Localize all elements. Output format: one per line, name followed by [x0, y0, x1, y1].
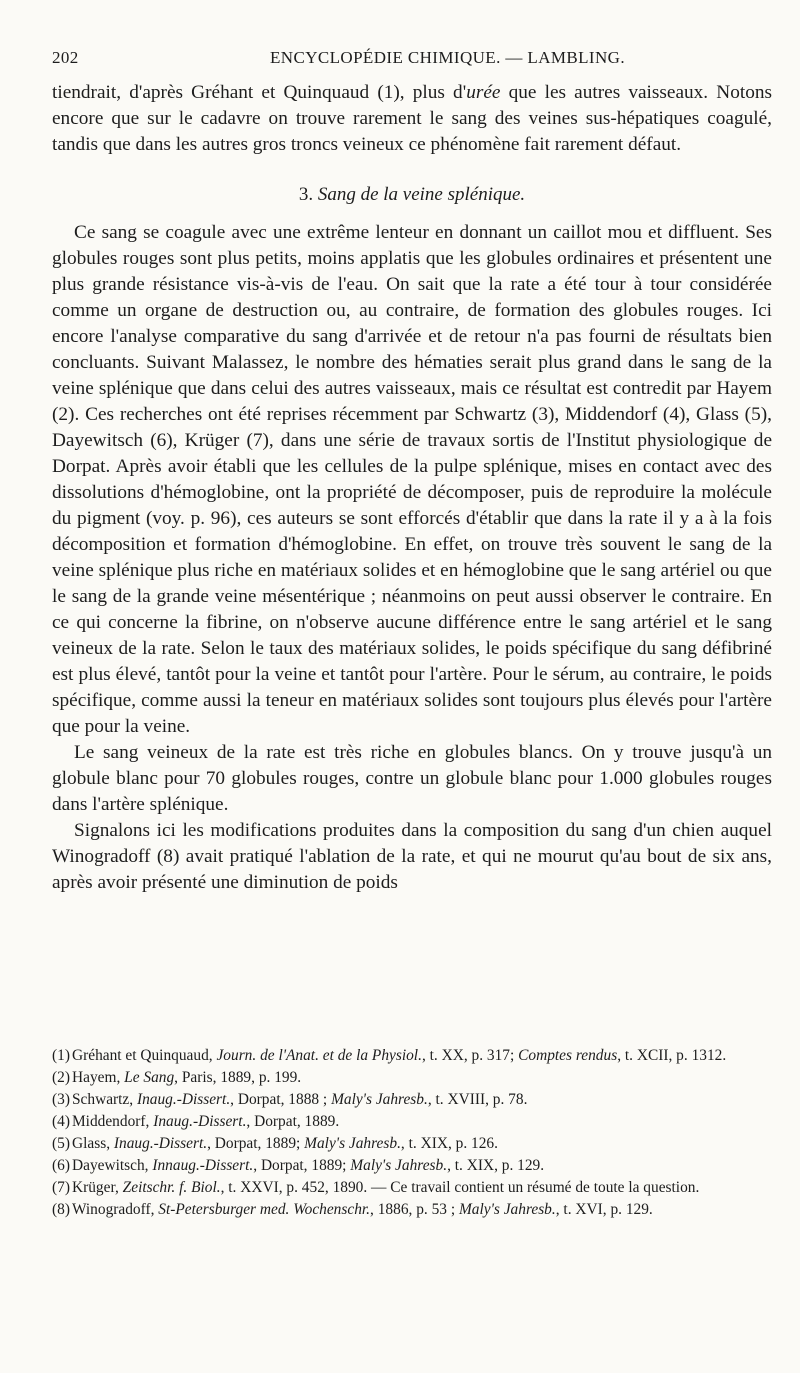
footnote-source-2: Maly's Jahresb. — [331, 1091, 428, 1108]
paragraph-3: Le sang veineux de la rate est très riche en globules blancs. On y trouve jusqu'à un globule blanc pour 70 globules rouges, contre un globule blanc pour 1.000 globules rouges dans l'artère splénique. — [52, 742, 772, 815]
footnote-author: Middendorf, — [72, 1113, 154, 1130]
footnote-author: Dayewitsch, — [72, 1157, 153, 1174]
footnote-source: Zeitschr. f. Biol. — [122, 1179, 221, 1196]
footnote-source: St-Petersburger med. Wochenschr. — [158, 1201, 371, 1218]
paragraph-1 — [52, 80, 772, 158]
paragraph-1-italic: urée — [466, 82, 501, 103]
running-title: ENCYCLOPÉDIE CHIMIQUE. — LAMBLING. — [270, 48, 625, 67]
main-text — [52, 80, 772, 896]
footnote-details-2: , t. XCII, p. 1312. — [617, 1047, 727, 1064]
footnote-source: Innaug.-Dissert. — [152, 1157, 254, 1174]
footnote-author: Hayem, — [72, 1069, 125, 1086]
footnote-author: Gréhant et Quinquaud, — [72, 1047, 217, 1064]
footnote-details: , Dorpat, 1889; — [207, 1135, 305, 1152]
footnote-source-2: Maly's Jahresb. — [304, 1135, 401, 1152]
footnote-number: (4) — [52, 1113, 70, 1130]
footnote-details: , Dorpat, 1889; — [253, 1157, 351, 1174]
footnote-details-2: , t. XIX, p. 129. — [447, 1157, 545, 1174]
footnote-number: (7) — [52, 1179, 70, 1196]
footnote-details-2: , t. XIX, p. 126. — [400, 1135, 498, 1152]
section-number: 3. — [298, 184, 314, 205]
footnote-author: Schwartz, — [72, 1091, 137, 1108]
footnote-number: (5) — [52, 1135, 70, 1152]
footnote-number: (2) — [52, 1069, 70, 1086]
section-title: Sang de la veine splénique. — [317, 184, 526, 205]
section-heading — [52, 182, 772, 208]
footnote-source: Le Sang — [124, 1069, 175, 1086]
footnote — [52, 1046, 772, 1067]
footnote-details: , Dorpat, 1888 ; — [230, 1091, 332, 1108]
paragraph-1-text-b: que les autres vaisseaux. Notons encore que sur le cadavre on trouve rarement le sang des veines sus-hépatiques coagulé, tandis que dans les autres gros troncs veineux ce phénomène fait rarement défaut. — [52, 82, 772, 155]
footnote-details-2: , t. XVI, p. 129. — [555, 1201, 653, 1218]
footnote — [52, 1156, 772, 1177]
paragraph-1-text-a: tiendrait, d'après Gréhant et Quinquaud (1), plus d' — [52, 82, 467, 103]
footnote-author: Glass, — [72, 1135, 114, 1152]
footnote-number: (3) — [52, 1091, 70, 1108]
footnote-details: , Paris, 1889, p. 199. — [174, 1069, 302, 1086]
footnote-details: , t. XXVI, p. 452, 1890. — Ce travail contient un résumé de toute la question. — [220, 1179, 700, 1196]
footnote — [52, 1200, 772, 1221]
footnote-source-2: Maly's Jahresb. — [350, 1157, 448, 1174]
footnote — [52, 1178, 772, 1199]
footnote-details: , Dorpat, 1889. — [246, 1113, 340, 1130]
footnote-source-2: Comptes rendus — [518, 1047, 618, 1064]
footnote — [52, 1068, 772, 1089]
footnote — [52, 1134, 772, 1155]
footnote-number: (6) — [52, 1157, 70, 1174]
footnote — [52, 1112, 772, 1133]
footnote-author: Krüger, — [72, 1179, 123, 1196]
footnote-details: , t. XX, p. 317; — [421, 1047, 519, 1064]
footnote-source: Journ. de l'Anat. et de la Physiol. — [216, 1047, 422, 1064]
footnote-source-2: Maly's Jahresb. — [458, 1201, 556, 1218]
footnote-source: Inaug.-Dissert. — [113, 1135, 208, 1152]
footnote-source: Inaug.-Dissert. — [136, 1091, 231, 1108]
footnote-author: Winogradoff, — [72, 1201, 159, 1218]
footnote-source: Inaug.-Dissert. — [153, 1113, 247, 1130]
footnote-details-2: , t. XVIII, p. 78. — [427, 1091, 528, 1108]
paragraph-2: Ce sang se coagule avec une extrême lenteur en donnant un caillot mou et diffluent. Ses globules rouges sont plus petits, moins applatis que les globules ordinaires et présentent une plus grande résistance vis-à-vis de l'eau. On sait que la rate a été tour à tour considérée comme un organe de destruction ou, au contraire, de formation des globules rouges. Ici encore l'analyse comparative du sang d'arrivée et de retour n'a pas fourni de résultats bien concluants. Suivant Malassez, le nombre des hématies serait plus grand dans le sang de la veine splénique que dans celui des autres vaisseaux, mais ce résultat est contredit par Hayem (2). Ces recherches ont été reprises récemment par Schwartz (3), Middendorf (4), Glass (5), Dayewitsch (6), Krüger (7), dans une série de travaux sortis de l'Institut physiologique de Dorpat. Après avoir établi que les cellules de la pulpe splénique, mises en contact avec des dissolutions d'hémoglobine, ont la propriété de décomposer, puis de reproduire la molécule du pigment (voy. p. 96), ces auteurs se sont efforcés d'établir que dans la rate il y a à la fois décomposition et formation d'hémoglobine. En effet, on trouve très souvent le sang de la veine splénique plus riche en matériaux solides et en hémoglobine que le sang artériel ou que le sang de la grande veine mésentérique ; néanmoins on peut aussi observer le contraire. En ce qui concerne la fibrine, on n'observe aucune différence entre le sang artériel et le sang veineux de la rate. Selon le taux des matériaux solides, le poids spécifique du sang défibriné est plus élevé, tantôt pour la veine et tantôt pour l'artère. Pour le sérum, au contraire, le poids spécifique, comme aussi la teneur en matériaux solides sont toujours plus élevés pour l'artère que pour la veine. — [52, 222, 772, 737]
page-number: 202 — [52, 48, 79, 67]
footnote-number: (1) — [52, 1047, 70, 1064]
footnote-number: (8) — [52, 1201, 70, 1218]
footnote — [52, 1090, 772, 1111]
footnote-details: , 1886, p. 53 ; — [370, 1201, 459, 1218]
paragraph-4: Signalons ici les modifications produites dans la composition du sang d'un chien auquel Winogradoff (8) avait pratiqué l'ablation de la rate, et qui ne mourut qu'au bout de six ans, après avoir présenté une diminution de poids — [52, 820, 772, 893]
footnotes — [52, 1046, 772, 1222]
